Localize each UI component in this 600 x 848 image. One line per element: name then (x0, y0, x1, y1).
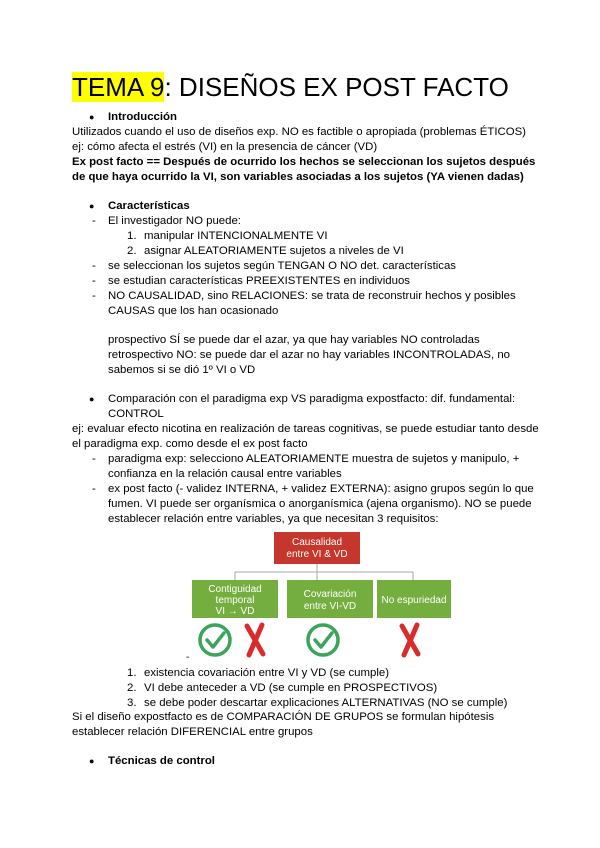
check-icon (200, 625, 230, 655)
no-spuriousness-label: No espuriedad (381, 595, 447, 606)
list-item-continued: confianza en la relación causal entre variables (108, 468, 342, 480)
intro-heading: Introducción (108, 111, 177, 123)
paragraph-line: prospectivo SÍ se puede dar el azar, ya que hay variables NO controladas (108, 334, 480, 346)
cross-icon (247, 625, 263, 655)
title-highlight: TEMA 9 (72, 72, 165, 102)
bullet-icon: ● (89, 756, 95, 766)
number-marker: 3. (127, 697, 137, 709)
dash-marker: - (92, 215, 96, 227)
number-marker: 1. (127, 667, 137, 679)
covariation-label-line2: entre VI-VD (303, 601, 357, 612)
list-item-continued: CAUSAS que los han ocasionado (108, 305, 279, 317)
list-item: El investigador NO puede: (108, 215, 241, 227)
list-item: paradigma exp: selecciono ALEATORIAMENTE muestra de sujetos y manipulo, + (108, 453, 520, 465)
dash-marker: - (92, 260, 96, 272)
example-line: el paradigma exp. como desde el ex post facto (72, 438, 308, 450)
intro-bold-line: Ex post facto == Después de ocurrido los hechos se seleccionan los sujetos después (72, 156, 536, 168)
bullet-icon: ● (89, 112, 95, 122)
check-icon (308, 625, 338, 655)
cross-icon (402, 625, 418, 655)
list-item: NO CAUSALIDAD, sino RELACIONES: se trata de reconstruir hechos y posibles (108, 290, 516, 302)
requisito-item: se debe poder descartar explicaciones ALTERNATIVAS (NO se cumple) (144, 697, 508, 709)
intro-line: ej: cómo afecta el estrés (VI) en la presencia de cáncer (VD) (72, 141, 378, 153)
tecnicas-heading: Técnicas de control (108, 755, 215, 767)
dash-marker: - (92, 275, 96, 287)
dash-marker: - (92, 290, 96, 302)
comparacion-line: CONTROL (108, 408, 164, 420)
closing-line: Si el diseño expostfacto es de COMPARACIÓN DE GRUPOS se formulan hipótesis (72, 711, 495, 723)
comparacion-line: Comparación con el paradigma exp VS paradigma expostfacto: dif. fundamental: (108, 393, 516, 405)
paragraph-line: sabemos si se dió 1º VI o VD (108, 364, 256, 376)
contiguity-label-line1: Contiguidad (208, 584, 262, 595)
list-item: ex post facto (- validez INTERNA, + validez EXTERNA): asigno grupos según lo que (108, 483, 534, 495)
covariation-label-line1: Covariación (303, 589, 357, 600)
intro-line: Utilizados cuando el uso de diseños exp. NO es factible o apropiada (problemas ÉTICOS) (72, 126, 526, 138)
dash-marker: - (92, 483, 96, 495)
paragraph-line: retrospectivo NO: se puede dar el azar no hay variables INCONTROLADAS, no (108, 349, 511, 361)
example-line: ej: evaluar efecto nicotina en realización de tareas cognitivas, se puede estudiar tanto desde (72, 423, 539, 435)
bullet-icon: ● (89, 394, 95, 404)
causality-label-line2: entre VI & VD (286, 549, 348, 560)
bullet-icon: ● (89, 201, 95, 211)
requisito-item: VI debe anteceder a VD (se cumple en PROSPECTIVOS) (144, 682, 438, 694)
contiguity-label-line2: temporal (215, 595, 255, 606)
number-marker: 2. (127, 682, 137, 694)
list-item: se estudian características PREEXISTENTES en individuos (108, 275, 410, 287)
number-marker: 2. (127, 245, 137, 257)
causality-label-line1: Causalidad (291, 537, 343, 548)
list-item: manipular INTENCIONALMENTE VI (144, 230, 328, 242)
list-item-continued: establecer relación entre variables, ya que necesitan 3 requisitos: (108, 513, 439, 525)
closing-line: establecer relación DIFERENCIAL entre grupos (72, 726, 313, 738)
number-marker: 1. (127, 230, 137, 242)
contiguity-label-line3: VI → VD (215, 606, 255, 617)
diagram-connectors (235, 564, 413, 580)
dash-marker: - (186, 652, 190, 663)
requisito-item: existencia covariación entre VI y VD (se cumple) (144, 667, 389, 679)
dash-marker: - (92, 453, 96, 465)
intro-bold-line: de que haya ocurrido la VI, son variables asociadas a los sujetos (YA vienen dadas) (72, 171, 524, 183)
title-rest: : DISEÑOS EX POST FACTO (164, 72, 509, 102)
list-item: se seleccionan los sujetos según TENGAN O NO det. características (108, 260, 456, 272)
list-item: asignar ALEATORIAMENTE sujetos a niveles de VI (144, 245, 404, 257)
caracteristicas-heading: Características (108, 200, 190, 212)
list-item-continued: fumen. VI puede ser organísmica o anorganísmica (ajena organismo). NO se puede (108, 498, 532, 510)
